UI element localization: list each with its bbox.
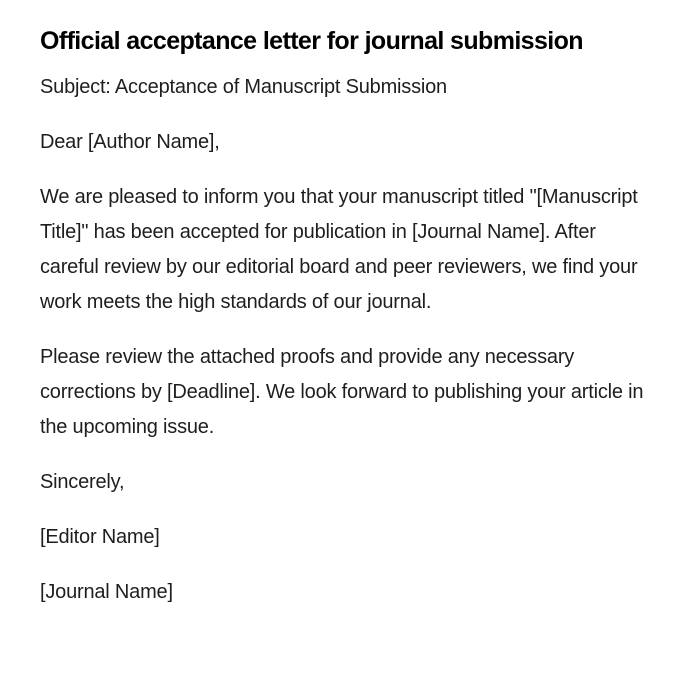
signature-journal-name: [Journal Name] [40, 581, 173, 603]
letter-subject: Subject: Acceptance of Manuscript Submission [40, 76, 447, 98]
letter-body-paragraph-1: We are pleased to inform you that your manuscript titled "[Manuscript Title]" has been accepted for publication in [Journal Name]. After careful review by our editorial board and peer reviewers, we find your work meets the high standards of our journal. [40, 186, 638, 313]
letter-closing: Sincerely, [40, 471, 125, 493]
letter-body-paragraph-2: Please review the attached proofs and provide any necessary corrections by [Deadline]. We look forward to publishing your article in the upcoming issue. [40, 346, 644, 438]
letter-greeting: Dear [Author Name], [40, 131, 220, 153]
signature-editor-name: [Editor Name] [40, 526, 160, 548]
letter-title: Official acceptance letter for journal submission [40, 27, 583, 55]
